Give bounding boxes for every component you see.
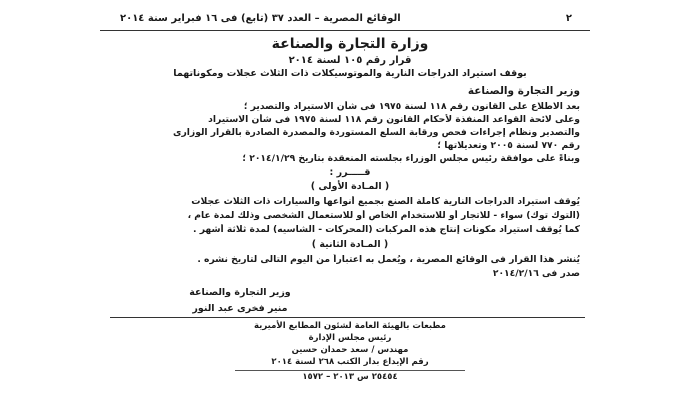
footer-rule xyxy=(110,317,585,318)
preamble-line: وبناءً على موافقة رئيس مجلس الوزراء بجلسته المنعقدة بتاريخ ٢٠١٤/١/٢٩ ؛ xyxy=(242,153,580,164)
article-2-line: يُنشر هذا القرار فى الوقائع المصرية ، ويُعمل به اعتباراً من اليوم التالى لتاريخ نشره . xyxy=(197,254,580,265)
preamble-line: وعلى لائحة القواعد المنفذة لأحكام القانون رقم ١١٨ لسنة ١٩٧٥ فى شأن الاستيراد xyxy=(208,114,580,125)
minister-title: وزير التجارة والصناعة xyxy=(467,85,580,97)
preamble-line: رقم ٧٧٠ لسنة ٢٠٠٥ وتعديلاتها ؛ xyxy=(437,140,580,151)
header-rule xyxy=(100,30,590,31)
imprint-deposit-number: رقم الإيداع بدار الكتب ٢٦٨ لسنة ٢٠١٤ xyxy=(271,357,429,367)
imprint-printer: مطبعات بالهيئة العامة لشئون المطابع الأميرية xyxy=(254,321,446,331)
running-header xyxy=(120,10,580,26)
imprint-rule xyxy=(235,370,465,371)
decides-heading: قـــــرر : xyxy=(329,167,371,178)
signatory-title: وزير التجارة والصناعة xyxy=(189,287,291,298)
article-2-date: صدر فى ٢٠١٤/٢/١٦ xyxy=(492,268,580,279)
decree-subject: بوقف استيراد الدراجات النارية والموتوسيكلات ذات الثلاث عجلات ومكوناتهما xyxy=(173,68,527,79)
ministry-title: وزارة التجارة والصناعة xyxy=(271,36,429,52)
page-number: ٢ xyxy=(565,12,572,24)
article-1-line: (التوك توك) سواء - للاتجار أو للاستخدام الخاص أو للاستعمال الشخصى وذلك لمدة عام ، xyxy=(187,210,580,221)
imprint-print-code: ٢٥٤٥٤ س ٢٠١٣ – ١٥٧٢ xyxy=(302,372,398,382)
preamble-line: بعد الاطلاع على القانون رقم ١١٨ لسنة ١٩٧٥ فى شأن الاستيراد والتصدير ؛ xyxy=(243,101,580,112)
running-title: الوقائع المصرية – العدد ٣٧ (تابع) فى ١٦ فبراير سنة ٢٠١٤ xyxy=(120,12,401,24)
article-1-line: يُوقف استيراد الدراجات النارية كاملة الصنع بجميع أنواعها والسيارات ذات الثلاث عجلات xyxy=(191,196,580,207)
imprint-chairman-title: رئيس مجلس الإدارة xyxy=(308,333,392,343)
decree-number: قرار رقم ١٠٥ لسنة ٢٠١٤ xyxy=(288,55,412,66)
article-1-line: كما يُوقف استيراد مكونات إنتاج هذه المركبات (المحركات - الشاسيه) لمدة ثلاثة أشهر . xyxy=(193,224,580,235)
article-1-heading: ( المـادة الأولى ) xyxy=(310,181,390,192)
imprint-chairman-name: مهندس / سعد حمدان حسين xyxy=(291,345,409,355)
preamble-line: والتصدير ونظام إجراءات فحص ورقابة السلع المستوردة والمصدرة الصادرة بالقرار الوزارى xyxy=(173,127,580,138)
article-2-heading: ( المـادة الثانية ) xyxy=(311,239,389,250)
signatory-name: منير فخرى عبد النور xyxy=(192,303,288,314)
